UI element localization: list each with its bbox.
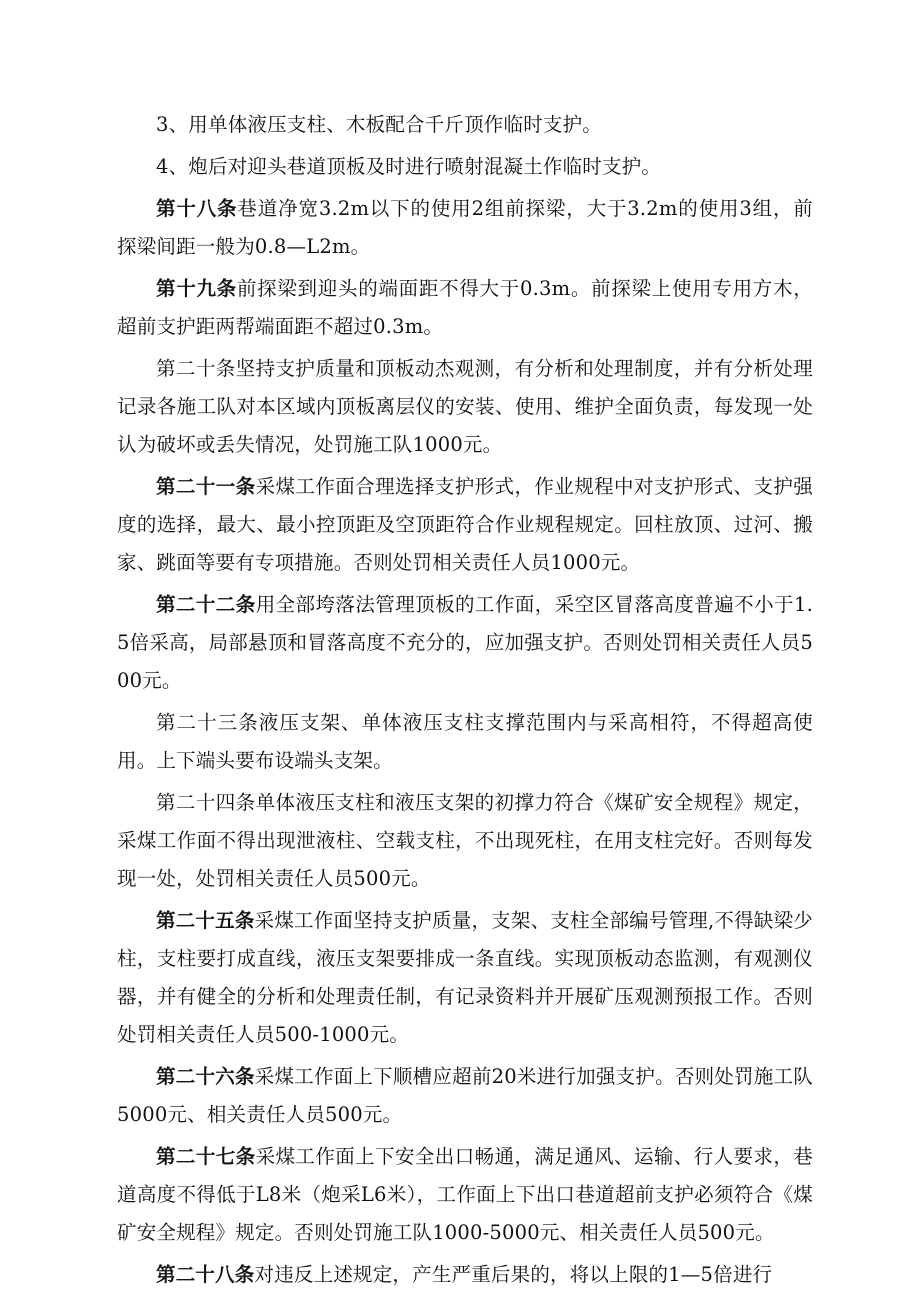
article-heading: 第十八条 xyxy=(156,197,238,220)
article-23 xyxy=(117,704,813,780)
article-heading: 第二十五条 xyxy=(156,909,255,932)
article-28 xyxy=(117,1256,813,1294)
paragraph-text: 3、用单体液压支柱、木板配合千斤顶作临时支护。 xyxy=(156,113,603,136)
paragraph-text: 4、炮后对迎头巷道顶板及时进行喷射混凝土作临时支护。 xyxy=(156,155,662,178)
article-text: 第二十三条液压支架、单体液压支柱支撑范围内与采高相符，不得超高使用。上下端头要布设端头支架。 xyxy=(117,711,813,772)
document-page xyxy=(117,106,813,1298)
paragraph-2 xyxy=(117,148,813,186)
article-27 xyxy=(117,1138,813,1252)
article-text: 第二十条坚持支护质量和顶板动杰观测，有分析和处理制度，并有分析处理记录各施工队对本区域内顶板离层仪的安装、使用、维护全面负责，每发现一处认为破坏或丢失情况，处罚施工队1000元。 xyxy=(117,357,813,456)
article-text: 第二十四条单体液压支柱和液压支架的初撑力符合《煤矿安全规程》规定，采煤工作面不得出现泄液柱、空载支柱，不出现死柱，在用支柱完好。否则每发现一处，处罚相关责任人员500元。 xyxy=(117,791,813,890)
article-heading: 第二十八条 xyxy=(156,1263,255,1286)
article-19 xyxy=(117,270,813,346)
article-text: 采煤工作面上下安全出口畅通，满足通风、运输、行人要求，巷道高度不得低于L8米（炮采L6米），工作面上下出口巷道超前支护必须符合《煤矿安全规程》规定。否则处罚施工队1000-5000元、相关责任人员500元。 xyxy=(117,1145,813,1244)
article-26 xyxy=(117,1058,813,1134)
article-25 xyxy=(117,902,813,1054)
article-text: 采煤工作面坚持支护质量，支架、支柱全部编号管理,不得缺梁少柱，支柱要打成直线，液压支架要排成一条直线。实现顶板动态监测，有观测仪器，并有健全的分析和处理责任制，有记录资料并开展矿压观测预报工作。否则处罚相关责任人员500-1000元。 xyxy=(117,909,813,1046)
article-heading: 第二十一条 xyxy=(156,475,256,498)
article-text: 前探梁到迎头的端面距不得大于0.3m。前探梁上使用专用方木，超前支护距两帮端面距不超过0.3m。 xyxy=(117,277,813,338)
article-heading: 第十九条 xyxy=(156,277,237,300)
article-heading: 第二十七条 xyxy=(156,1145,256,1168)
article-text: 采煤工作面上下顺槽应超前20米进行加强支护。否则处罚施工队5000元、相关责任人员500元。 xyxy=(117,1065,813,1126)
paragraph-1 xyxy=(117,106,813,144)
article-heading: 第二十二条 xyxy=(156,593,256,616)
article-20 xyxy=(117,350,813,464)
article-text: 采煤工作面合理选择支护形式，作业规程中对支护形式、支护强度的选择，最大、最小控顶距及空顶距符合作业规程规定。回柱放顶、过河、搬家、跳面等要有专项措施。否则处罚相关责任人员1000元。 xyxy=(117,475,813,574)
article-21 xyxy=(117,468,813,582)
article-text: 用全部垮落法管理顶板的工作面，采空区冒落高度普遍不小于1.5倍采高，局部悬顶和冒落高度不充分的，应加强支护。否则处罚相关责任人员500元。 xyxy=(117,593,813,692)
article-text: 对违反上述规定，产生严重后果的，将以上限的1—5倍进行 xyxy=(254,1263,773,1286)
article-18 xyxy=(117,190,813,266)
article-text: 巷道净宽3.2m以下的使用2组前探梁，大于3.2m的使用3组，前探梁间距一般为0.8—L2m。 xyxy=(117,197,813,258)
article-22 xyxy=(117,586,813,700)
article-24 xyxy=(117,784,813,898)
article-heading: 第二十六条 xyxy=(156,1065,255,1088)
